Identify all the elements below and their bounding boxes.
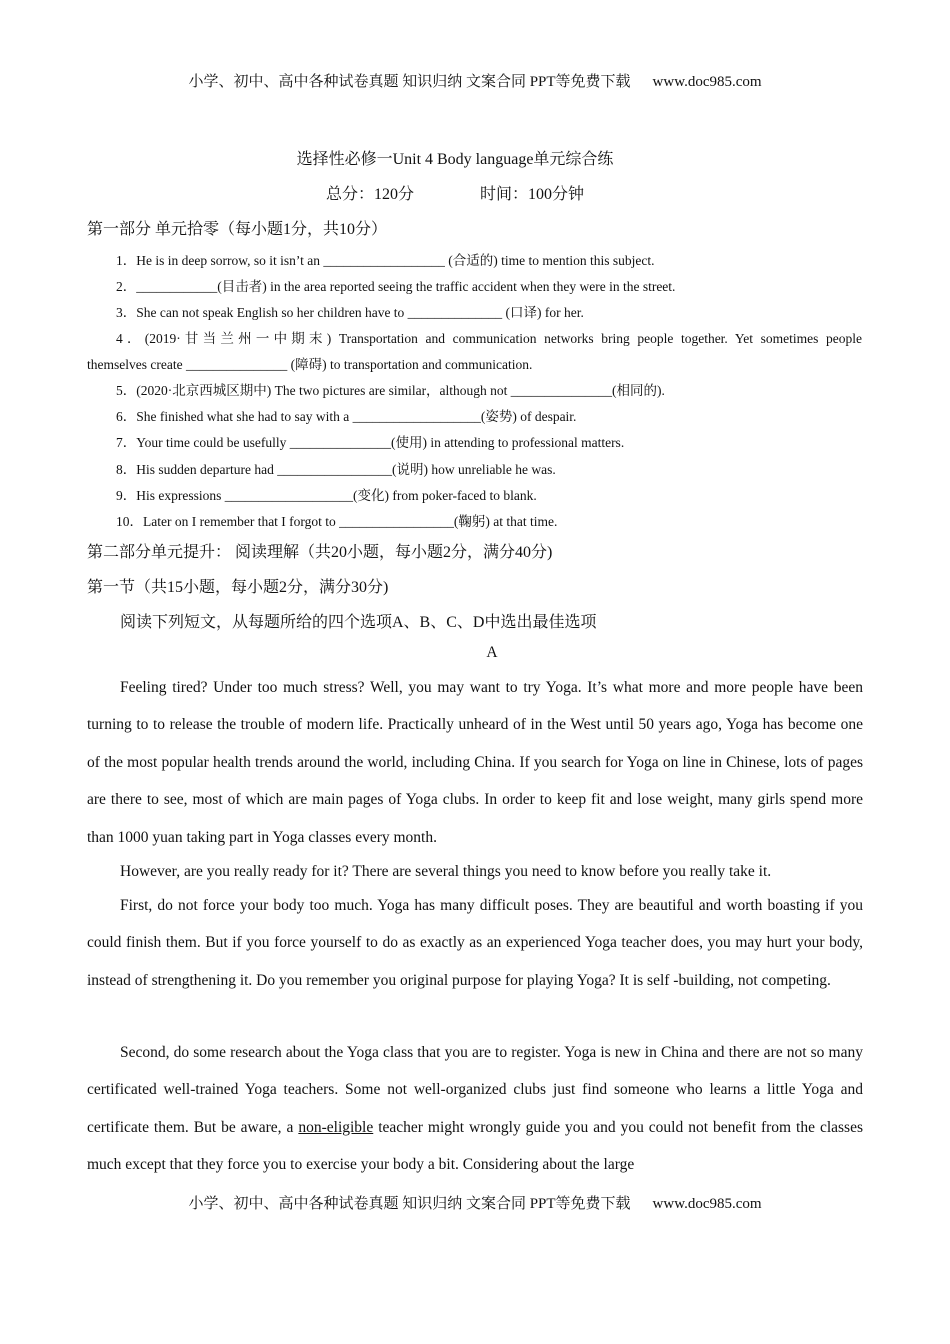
paragraph-4-text-b: teacher might wrongly guide you and you could not benefit from the classes much except that they force you to exercise your body a bit. Considering about the large	[87, 1118, 863, 1174]
score-line	[0, 181, 930, 204]
question-7: 7．Your time could be usefully _______________(使用) in attending to professional matters.	[116, 435, 625, 450]
page-footer	[0, 1192, 950, 1213]
page-header	[0, 70, 950, 91]
question-8: 8．His sudden departure had _________________(说明) how unreliable he was.	[116, 462, 556, 477]
underlined-word: non-eligible	[298, 1118, 374, 1136]
section1-heading: 第一节（共15小题，每小题2分，满分30分)	[87, 579, 389, 596]
question-6: 6．She finished what she had to say with a ___________________(姿势) of despair.	[116, 409, 577, 424]
passage-label: A	[486, 644, 498, 661]
question-9: 9．His expressions ___________________(变化) from poker-faced to blank.	[116, 488, 537, 503]
part2-heading: 第二部分单元提升： 阅读理解（共20小题，每小题2分，满分40分)	[87, 544, 553, 561]
footer-text: 小学、初中、高中各种试卷真题 知识归纳 文案合同 PPT等免费下载	[188, 1196, 631, 1212]
paragraph-1: Feeling tired? Under too much stress? Well, you may want to try Yoga. It’s what more and more people have been turning to to release the trouble of modern life. Practically unheard of in the West until 50 years ago, Yoga has become one of the most popular health trends around the world, including China. If you search for Yoga on line in Chinese, lots of pages are there to see, most of which are main pages of Yoga clubs. In order to keep fit and lose weight, many girls spend more than 1000 yuan taking part in Yoga classes every month.	[87, 679, 863, 846]
footer-site: www.doc985.com	[652, 1196, 762, 1212]
part1-heading: 第一部分 单元拾零（每小题1分，共10分）	[87, 221, 388, 238]
paragraph-4	[87, 1034, 863, 1184]
paragraph-3: First, do not force your body too much. Yoga has many difficult poses. They are beautiful and worth boasting if you could finish them. But if you force yourself to do as exactly as an experienced Yoga teacher does, you may hurt your body, instead of strengthening it. Do you remember you original purpose for playing Yoga? It is self -building, not competing.	[87, 897, 863, 989]
header-site: www.doc985.com	[652, 74, 762, 90]
question-5: 5．(2020·北京西城区期中) The two pictures are similar，although not _______________(相同的).	[116, 383, 665, 398]
total-score: 总分：120分	[325, 186, 414, 203]
question-3: 3．She can not speak English so her children have to ______________ (口译) for her.	[116, 305, 584, 320]
header-text: 小学、初中、高中各种试卷真题 知识归纳 文案合同 PPT等免费下载	[188, 74, 631, 90]
reading-instruction: 阅读下列短文，从每题所给的四个选项A、B、C、D中选出最佳选项	[120, 614, 597, 631]
time-limit: 时间：100分钟	[480, 186, 585, 203]
question-2: 2．____________(目击者) in the area reported seeing the traffic accident when they were in the street.	[116, 279, 676, 294]
paragraph-4-text-a: Second, do some research about the Yoga class that you are to register. Yoga is new in China and there are not so many certificated well-trained Yoga teachers. Some not well-organized clubs just find someone who learns a little Yoga and certificate them. But be aware, a	[87, 1044, 863, 1136]
document-title: 选择性必修一Unit 4 Body language单元综合练	[296, 151, 614, 168]
question-10: 10．Later on I remember that I forgot to _________________(鞠躬) at that time.	[116, 514, 558, 529]
paragraph-2: However, are you really ready for it? There are several things you need to know before you really take it.	[120, 863, 772, 880]
question-1: 1．He is in deep sorrow, so it isn’t an __________________ (合适的) time to mention this subject.	[116, 253, 655, 268]
question-4-line2: themselves create _______________ (障碍) to transportation and communication.	[87, 357, 533, 372]
question-4-line1: 4．(2019·甘当兰州一中期末) Transportation and communication networks bring people together. Yet sometimes people	[116, 331, 862, 346]
